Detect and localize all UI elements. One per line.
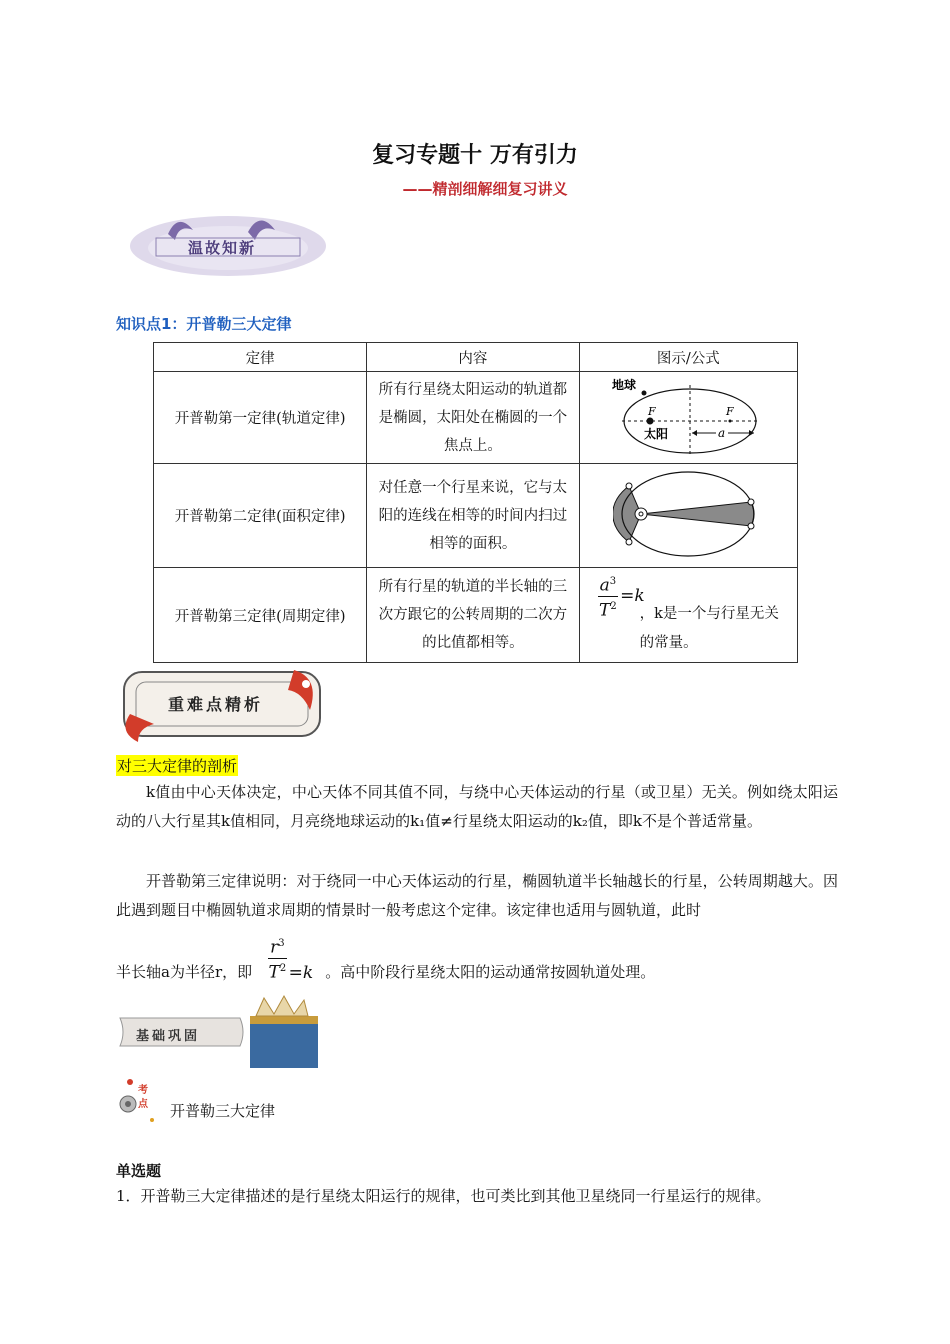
law1-diagram-cell [579,372,797,464]
table-row [154,568,798,663]
key-points-banner-text: 重难点精析 [168,695,264,714]
kepler-third-formula: $\frac{a^3}{T^2}$ =k [598,572,645,620]
law-name: 开普勒第一定律(轨道定律) [154,372,367,464]
paragraph-3-prefix: 半长轴a为半径r，即 [116,963,253,981]
kaodian-label: 考点 [138,1085,148,1110]
law-name: 开普勒第二定律(面积定律) [154,464,367,568]
sun-label: 太阳 [644,426,669,441]
law-content: 对任意一个行星来说，它与太阳的连线在相等的时间内扫过相等的面积。 [367,464,579,568]
review-banner-text: 温故知新 [188,239,257,257]
law2-diagram-cell [579,464,797,568]
page-title: 复习专题十 万有引力 [372,143,578,168]
analysis-highlight: 对三大定律的剖析 [117,757,238,775]
law-content: 所有行星的轨道的半长轴的三次方跟它的公转周期的二次方的比值都相等。 [367,568,579,663]
page-subtitle: ——精剖细解细复习讲义 [402,180,568,198]
header-content: 内容 [367,343,579,372]
header-diagram: 图示/公式 [579,343,797,372]
review-banner [128,204,328,280]
earth-label: 地球 [612,377,637,392]
law-name: 开普勒第三定律(周期定律) [154,568,367,663]
law3-formula-cell [579,568,797,663]
table-row [154,372,798,464]
law-content: 所有行星绕太阳运动的轨道都是椭圆，太阳处在椭圆的一个焦点上。 [367,372,579,464]
circular-orbit-formula: $\frac{r^3}{T^2}$ [268,934,287,982]
header-law: 定律 [154,343,367,372]
analysis-paragraph-3: 半长轴a为半径r，即 $\frac{r^3}{T^2}$ =k 。高中阶段行星绕太阳的运动通常按圆轨道处理。 [116,958,838,988]
analysis-paragraph-2: 开普勒第三定律说明：对于绕同一中心天体运动的行星，椭圆轨道半长轴越长的行星，公转周期越大。因此遇到题目中椭圆轨道求周期的情景时一般考虑这个定律。该定律也适用与圆轨道，此时 [116,872,838,919]
focus-label-left: F [648,404,656,418]
basics-banner-text: 基础巩固 [136,1029,201,1044]
knowledge-heading: 知识点1：开普勒三大定律 [116,315,292,333]
kaodian-marker [116,1076,160,1126]
semi-axis-label: a [718,425,726,440]
key-points-banner [116,664,330,744]
focus-label-right: F [726,404,734,418]
kepler-laws-table [153,342,798,663]
equal-area-diagram [613,466,763,562]
basics-banner [116,994,326,1070]
section-heading: 单选题 [116,1162,162,1180]
question-1: 1．开普勒三大定律描述的是行星绕太阳运行的规律，也可类比到其他卫星绕同一行星运行的规律。 [116,1187,771,1205]
table-row [154,464,798,568]
analysis-paragraph-1: k值由中心天体决定，中心天体不同其值不同，与绕中心天体运动的行星（或卫星）无关。例如绕太阳运动的八大行星其k值相同，月亮绕地球运动的k₁值≠行星绕太阳运动的k₂值，即k不是个普适常量。 [116,783,838,830]
table-header-row [154,343,798,372]
formula-note: ，k是一个与行星无关的常量。 [639,606,779,651]
topic-label: 开普勒三大定律 [170,1102,276,1120]
paragraph-3-suffix: 。高中阶段行星绕太阳的运动通常按圆轨道处理。 [325,963,656,981]
ellipse-orbit-diagram [608,375,768,457]
